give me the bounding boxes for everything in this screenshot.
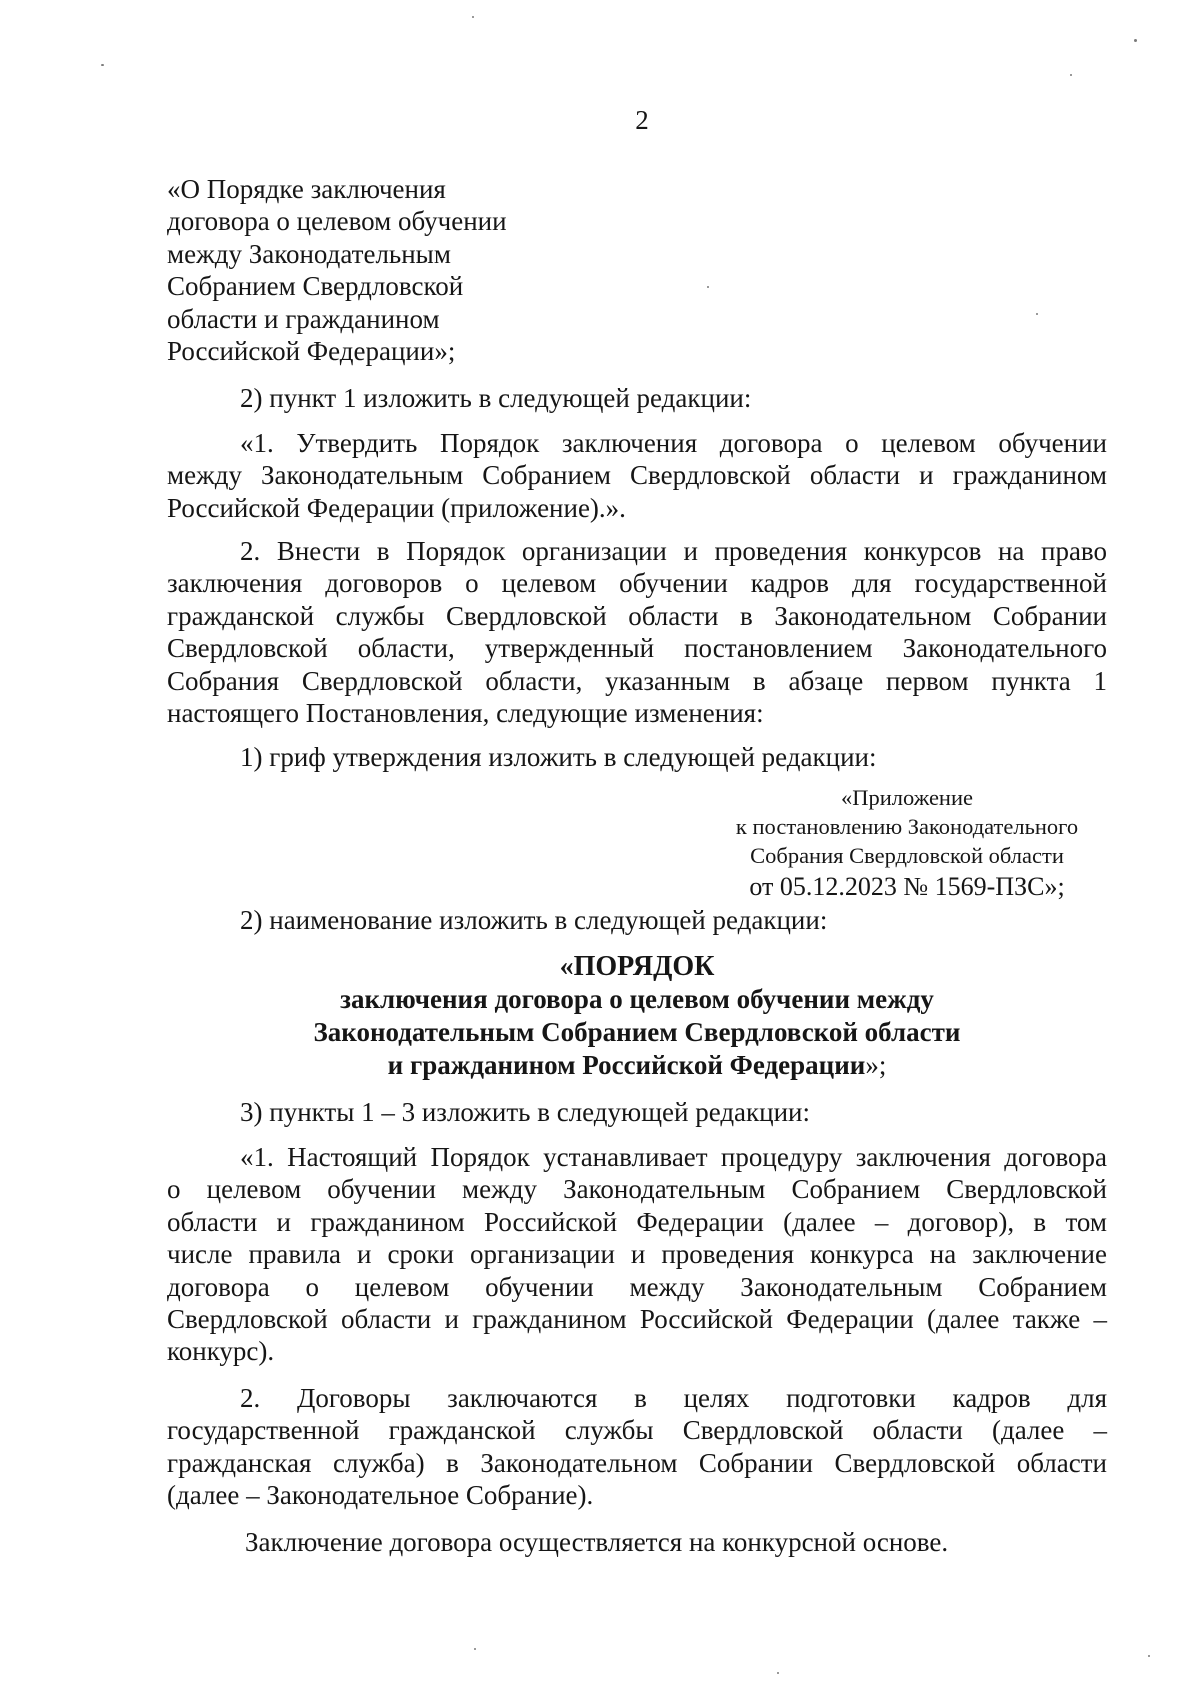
paragraph-line: «1. Утвердить Порядок заключения договора о целевом обучении [240,428,1107,458]
paragraph-line: настоящего Постановления, следующие изменения: [167,698,764,729]
page-number: 2 [635,105,649,135]
paragraph-line: гражданской службы Свердловской области в Законодательном Собрании [167,600,1107,631]
paragraph-line: государственной гражданской службы Свердловской области (далее – [167,1415,1107,1446]
paragraph-line: Собрания Свердловской области, указанным в абзаце первом пункта 1 [167,665,1107,696]
title-line: области и гражданином [167,303,440,334]
scan-speck [474,1648,476,1650]
scan-speck [707,286,709,288]
paragraph-line: (далее – Законодательное Собрание). [167,1480,594,1511]
title-line: Российской Федерации»; [167,336,456,367]
scan-speck [101,64,104,66]
paragraph-line: «1. Настоящий Порядок устанавливает процедуру заключения договора [240,1142,1107,1172]
paragraph-line: Свердловской области и гражданином Российской Федерации (далее также – [167,1304,1107,1335]
scan-speck [1036,313,1038,315]
paragraph-line: числе правила и сроки организации и проведения конкурса на заключение [167,1239,1107,1270]
paragraph-approval-stamp [167,741,1107,773]
heading-tail: »; [865,1050,887,1080]
paragraph-line: гражданская служба) в Законодательном Собрании Свердловской области [167,1447,1107,1478]
title-line: договора о целевом обучении [167,206,507,237]
approval-line: «Приложение [840,785,973,810]
approval-line: к постановлению Законодательного [735,814,1079,839]
paragraph-text: 2) наименование изложить в следующей редакции: [240,905,828,935]
paragraph-text: 2) пункт 1 изложить в следующей редакции: [240,383,752,413]
quoted-paragraph-1 [167,427,1107,524]
title-line: «О Порядке заключения [167,174,446,204]
title-line: между Законодательным [167,238,451,269]
scan-speck [1134,39,1137,42]
paragraph-line: области и гражданином Российской Федерации (далее – договор), в том [167,1206,1107,1237]
paragraph-line: 2. Внести в Порядок организации и проведения конкурсов на право [240,536,1107,566]
procedure-heading [167,950,1107,1082]
paragraph-name-change [167,904,1107,936]
resolution-title-block [167,173,587,367]
approval-date-line: от 05.12.2023 № 1569-ПЗС»; [749,872,1065,901]
paragraph-line: между Законодательным Собранием Свердловской области и гражданином [167,460,1107,491]
paragraph-text: 3) пункты 1 – 3 изложить в следующей редакции: [240,1097,811,1127]
paragraph-item-2-1 [167,382,1107,414]
heading-title: «ПОРЯДОК [559,951,715,982]
heading-line: Законодательным Собранием Свердловской области [313,1017,961,1047]
scan-speck [1070,74,1072,76]
quoted-paragraph-2 [167,1141,1107,1368]
paragraph-item-3 [167,1096,1107,1128]
scan-speck [472,16,474,18]
paragraph-final [245,1526,1105,1558]
approval-stamp-block [707,783,1107,904]
scan-speck [777,1672,779,1674]
paragraph-line: заключения договоров о целевом обучении кадров для государственной [167,568,1107,599]
paragraph-line: конкурс). [167,1336,275,1367]
paragraph-line: 2. Договоры заключаются в целях подготовки кадров для [240,1383,1107,1413]
paragraph-text: Заключение договора осуществляется на конкурсной основе. [245,1527,949,1557]
paragraph-line: Свердловской области, утвержденный постановлением Законодательного [167,633,1107,664]
scan-speck [1148,1655,1150,1657]
heading-line: и гражданином Российской Федерации [387,1050,866,1080]
quoted-paragraph-3 [167,1382,1107,1512]
paragraph-line: Российской Федерации (приложение).». [167,492,626,523]
paragraph-text: 1) гриф утверждения изложить в следующей редакции: [240,742,877,772]
heading-line: заключения договора о целевом обучении между [340,984,934,1014]
paragraph-line: о целевом обучении между Законодательным Собранием Свердловской [167,1174,1107,1205]
paragraph-line: договора о целевом обучении между Законодательным Собранием [167,1271,1107,1302]
heading-line-last [167,1049,1107,1082]
title-line: Собранием Свердловской [167,271,464,302]
paragraph-item-2 [167,535,1107,729]
approval-line: Собрания Свердловской области [750,843,1064,868]
